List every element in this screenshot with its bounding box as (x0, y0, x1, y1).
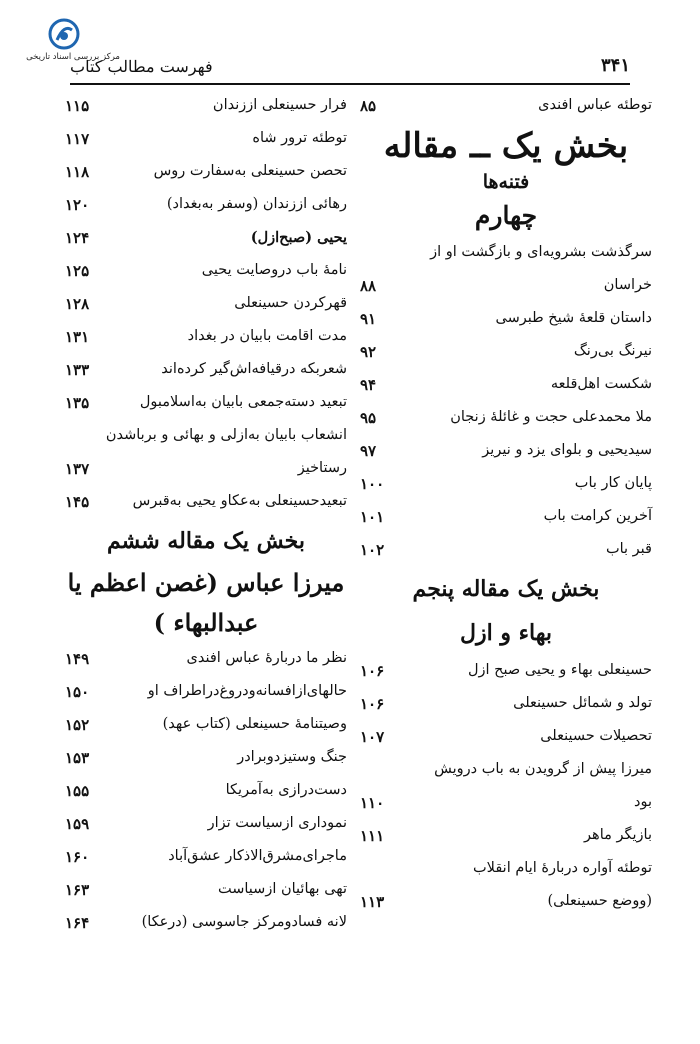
toc-entry-title: حالهای‌ازافسانه‌ودروغ‌دراطراف او (147, 683, 347, 699)
toc-entry-page: ۹۴ (360, 376, 377, 394)
page-number: ۳۴۱ (600, 55, 630, 76)
toc-entry-page: ۱۲۸ (65, 295, 90, 313)
toc-entry-page: ۱۲۴ (65, 229, 90, 247)
toc-entry-page: ۱۴۹ (65, 650, 90, 668)
toc-entry-page: ۱۰۰ (360, 475, 385, 493)
toc-entry-title: شکست اهل‌قلعه (550, 376, 652, 392)
toc-entry-title: نظر ما دربارهٔ عباس افندی (186, 650, 347, 666)
toc-entry-title: بازیگر ماهر (584, 827, 652, 843)
toc-entry (65, 189, 347, 222)
toc-entry-title: توطئه عباس افندی (538, 97, 652, 113)
toc-entry (360, 336, 652, 369)
toc-entry-page: ۱۱۵ (65, 97, 90, 115)
toc-entry-page: ۸۸ (360, 277, 377, 295)
toc-entry (360, 501, 652, 534)
toc-entry-page: ۱۳۵ (65, 394, 90, 412)
toc-entry-page: ۱۱۷ (65, 130, 90, 148)
toc-entry-title: تولد و شمائل حسینعلی (513, 695, 652, 711)
running-title: فهرست مطالب کتاب (70, 57, 213, 76)
toc-entry-page: ۱۱۳ (360, 893, 385, 911)
toc-entry (360, 534, 652, 567)
toc-entry-page: ۱۰۶ (360, 662, 385, 680)
toc-entry (65, 643, 347, 676)
toc-entry (360, 886, 652, 919)
toc-entry-page: ۱۱۰ (360, 794, 385, 812)
section-subheading: بهاء و ازل (460, 620, 552, 646)
toc-entry-title: جنگ وستیزدوبرادر (237, 749, 347, 765)
toc-entry (360, 820, 652, 853)
toc-entry-page: ۹۷ (360, 442, 377, 460)
toc-entry-title: تبعیدحسینعلی به‌عکاو یحیی به‌قبرس (132, 493, 347, 509)
toc-entry-title: ملا محمدعلی حجت و غائلهٔ زنجان (450, 409, 652, 425)
toc-entry-title: سیدیحیی و بلوای یزد و نیریز (482, 442, 652, 458)
toc-entry (65, 156, 347, 189)
toc-entry-title: نموداری ازسیاست تزار (207, 815, 347, 831)
section-heading: بخش یک ــ مقاله (383, 126, 629, 166)
section-subheading: میرزا عباس (غصن اعظم یا (67, 568, 345, 597)
toc-entry-page: ۱۵۳ (65, 749, 90, 767)
toc-entry-title: شعربکه درقیافه‌اش‌گیر کرده‌اند (161, 361, 347, 377)
toc-entry-title: قبر باب (605, 541, 652, 557)
toc-entry (65, 841, 347, 874)
toc-entry-page: ۱۵۰ (65, 683, 90, 701)
toc-entry-page: ۱۳۳ (65, 361, 90, 379)
toc-entry-page: ۱۰۶ (360, 695, 385, 713)
toc-entry-title: تحصیلات حسینعلی (540, 728, 652, 744)
toc-entry (65, 709, 347, 742)
toc-entry-page: ۱۳۷ (65, 460, 90, 478)
toc-entry-page: ۹۵ (360, 409, 377, 427)
toc-entry (360, 688, 652, 721)
toc-entry (65, 486, 347, 519)
toc-entry-title: آخرین کرامت باب (543, 508, 652, 524)
section-subheading: عبدالبهاء ) (153, 608, 259, 637)
toc-entry-title: خراسان (603, 277, 652, 293)
toc-entry (65, 420, 347, 453)
toc-entry-title: پایان کار باب (574, 475, 652, 491)
toc-entry (360, 303, 652, 336)
toc-entry (360, 754, 652, 787)
toc-entry (360, 369, 652, 402)
toc-entry-title: انشعاب بابیان به‌ازلی و بهائی و برباشدن (105, 427, 347, 443)
section-heading: بخش یک مقاله پنجم (412, 576, 600, 602)
logo-text: مرکز بررسی اسناد تاریخی (26, 52, 120, 62)
toc-entry-page: ۱۱۱ (360, 827, 385, 845)
toc-entry-title: (ووضع حسینعلی) (547, 893, 652, 909)
toc-entry-title: تهی بهائیان ازسیاست (218, 881, 347, 897)
toc-entry (65, 676, 347, 709)
toc-entry-title: توطئه ترور شاه (252, 130, 347, 146)
toc-entry-page: ۱۱۸ (65, 163, 90, 181)
toc-entry-page: ۱۲۰ (65, 196, 90, 214)
toc-entry-title: نیرنگ بی‌رنگ (573, 343, 652, 359)
toc-entry (360, 90, 652, 123)
toc-entry-title: توطئه آواره دربارهٔ ایام انقلاب (473, 860, 652, 876)
toc-entry-page: ۱۵۵ (65, 782, 90, 800)
toc-entry (65, 255, 347, 288)
toc-entry-title: سرگذشت بشرویه‌ای و بازگشت او از (430, 244, 652, 260)
toc-entry (65, 907, 347, 940)
toc-entry (360, 402, 652, 435)
toc-entry-title: دست‌درازی به‌آمریکا (225, 782, 347, 798)
toc-entry-page: ۱۶۴ (65, 914, 90, 932)
toc-entry (360, 435, 652, 468)
toc-entry-title: وصیتنامهٔ حسینعلی (کتاب عهد) (162, 716, 347, 732)
toc-entry-title: حسینعلی بهاء و یحیی صبح ازل (467, 662, 652, 678)
toc-entry-page: ۱۰۷ (360, 728, 385, 746)
toc-entry-page: ۱۰۲ (360, 541, 385, 559)
toc-entry-page: ۱۵۲ (65, 716, 90, 734)
toc-entry-title: تبعید دسته‌جمعی بابیان به‌اسلامبول (139, 394, 347, 410)
toc-left-column (65, 90, 347, 940)
toc-entry (360, 237, 652, 270)
toc-entry (65, 775, 347, 808)
toc-entry (65, 453, 347, 486)
toc-entry (65, 222, 347, 255)
section-number: چهارم (474, 201, 538, 230)
toc-entry-page: ۱۶۰ (65, 848, 90, 866)
toc-entry-page: ۹۱ (360, 310, 377, 328)
toc-entry-title: لانه فسادومرکز جاسوسی (درعکا) (141, 914, 347, 930)
section-subheading: فتنه‌ها (482, 171, 530, 193)
toc-entry-page: ۱۲۵ (65, 262, 90, 280)
toc-entry-page: ۸۵ (360, 97, 377, 115)
toc-entry-page: ۱۴۵ (65, 493, 90, 511)
toc-entry-title: مدت اقامت بابیان در بغداد (187, 328, 347, 344)
toc-entry-title: ماجرای‌مشرق‌الاذکار عشق‌آباد (168, 848, 347, 864)
toc-entry (360, 655, 652, 688)
toc-entry (65, 321, 347, 354)
toc-entry (65, 288, 347, 321)
toc-entry (65, 123, 347, 156)
toc-entry (65, 354, 347, 387)
toc-entry (65, 90, 347, 123)
toc-entry-title: میرزا پیش از گرویدن به باب درویش (434, 761, 652, 777)
toc-entry-title: تحصن حسینعلی به‌سفارت روس (153, 163, 347, 179)
toc-entry-page: ۹۲ (360, 343, 377, 361)
toc-entry-title: رهائی اززندان (وسفر به‌بغداد) (166, 196, 347, 212)
toc-entry-title: بود (634, 794, 652, 810)
toc-right-column (360, 90, 652, 919)
archive-logo-icon (48, 18, 80, 50)
toc-entry (360, 468, 652, 501)
toc-entry-page: ۱۵۹ (65, 815, 90, 833)
toc-entry (65, 874, 347, 907)
toc-entry (360, 721, 652, 754)
toc-entry (360, 270, 652, 303)
toc-entry-title: قهرکردن حسینعلی (234, 295, 347, 311)
toc-entry-title: رستاخیز (297, 460, 347, 476)
toc-entry-page: ۱۳۱ (65, 328, 90, 346)
toc-entry (65, 742, 347, 775)
toc-entry-page: ۱۰۱ (360, 508, 385, 526)
section-heading: بخش یک مقاله ششم (107, 528, 305, 554)
toc-entry (65, 387, 347, 420)
toc-entry-title: نامهٔ باب درو‌صایت یحیی (201, 262, 347, 278)
toc-entry (65, 808, 347, 841)
toc-entry-title: داستان قلعهٔ شیخ طبرسی (495, 310, 652, 326)
toc-entry-title: یحیی (صبح‌ازل) (250, 229, 347, 246)
toc-entry-title: فرار حسینعلی اززندان (212, 97, 347, 113)
toc-entry (360, 787, 652, 820)
toc-entry (360, 853, 652, 886)
page-header (70, 55, 630, 85)
toc-entry-page: ۱۶۳ (65, 881, 90, 899)
